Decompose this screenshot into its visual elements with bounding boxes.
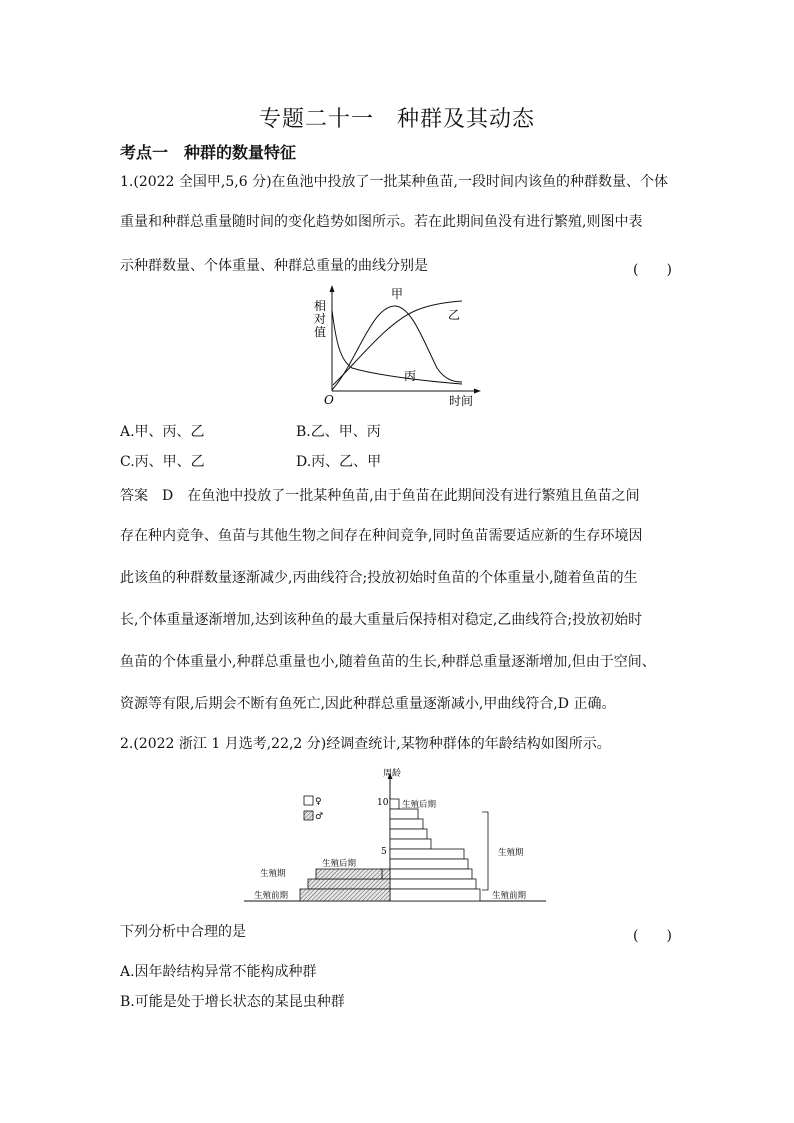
- q1-option-b: B.乙、甲、丙: [296, 424, 381, 440]
- female-label-repro: 生殖期: [498, 848, 524, 858]
- q1-answer-line-3: 此该鱼的种群数量逐渐减少,丙曲线符合;投放初始时鱼苗的个体重量小,随着鱼苗的生: [120, 570, 638, 586]
- female-bar-age-2: [390, 879, 476, 889]
- female-bar-age-9: [390, 809, 418, 819]
- female-bar-age-1: [390, 889, 480, 901]
- q2-question: 下列分析中合理的是: [120, 924, 246, 940]
- legend-female-swatch: [304, 796, 313, 805]
- male-bar-age-3: [382, 869, 390, 879]
- male-bar-age-2: [308, 879, 390, 889]
- section-heading: 考点一 种群的数量特征: [120, 143, 297, 162]
- male-label-repro: 生殖期: [260, 869, 286, 879]
- q1-option-c: C.丙、甲、乙: [120, 454, 205, 470]
- q1-figure: [312, 282, 487, 410]
- q2-tick-10: 10: [377, 798, 389, 808]
- q1-option-a: A.甲、丙、乙: [120, 424, 205, 440]
- female-bar-age-3: [390, 869, 472, 879]
- q2-answer-paren: ( ): [633, 928, 672, 944]
- q1-stem-line-1: 1.(2022 全国甲,5,6 分)在鱼池中投放了一批某种鱼苗,一段时间内该鱼的种群数量、个体: [120, 174, 668, 190]
- curve-yi: [333, 301, 462, 385]
- female-bar-age-10: [390, 799, 399, 809]
- q1-answer-line-5: 鱼苗的个体重量小,种群总重量也小,随着鱼苗的生长,种群总重量逐渐增加,但由于空间、: [120, 654, 656, 670]
- q2-option-a: A.因年龄结构异常不能构成种群: [120, 964, 317, 980]
- q1-stem-line-3: 示种群数量、个体重量、种群总重量的曲线分别是: [120, 258, 428, 274]
- q2-option-b: B.可能是处于增长状态的某昆虫种群: [120, 994, 345, 1010]
- legend-male-swatch: [304, 811, 313, 820]
- q2-figure: [240, 764, 552, 906]
- q1-answer-line-1: 答案 D 在鱼池中投放了一批某种鱼苗,由于鱼苗在此期间没有进行繁殖且鱼苗之间: [120, 488, 640, 504]
- male-label-pre: 生殖前期: [254, 891, 289, 901]
- q1-x-arrow: [474, 389, 481, 394]
- male-label-post: 生殖后期: [322, 859, 357, 869]
- q2-stem-line: 2.(2022 浙江 1 月选考,22,2 分)经调查统计,某物种群体的年龄结构如图所示。: [120, 736, 611, 752]
- female-bar-age-4: [390, 859, 468, 869]
- curve-bing: [332, 310, 462, 384]
- female-bar-age-8: [390, 819, 423, 829]
- q2-ylabel: 周龄: [383, 769, 402, 779]
- curve-label-yi: 乙: [448, 308, 461, 322]
- q1-answer-line-6: 资源等有限,后期会不断有鱼死亡,因此种群总重量逐渐减小,甲曲线符合,D 正确。: [120, 696, 616, 712]
- legend-female-label: ♀: [315, 797, 322, 807]
- male-bar-age-1: [300, 889, 390, 901]
- page-title: 专题二十一 种群及其动态: [258, 107, 535, 132]
- q1-answer-line-2: 存在种内竞争、鱼苗与其他生物之间存在种间竞争,同时鱼苗需要适应新的生存环境因: [120, 528, 643, 544]
- male-bar-age-3b: [316, 869, 382, 879]
- q1-stem-line-2: 重量和种群总重量随时间的变化趋势如图所示。若在此期间鱼没有进行繁殖,则图中表: [120, 214, 643, 230]
- q1-answer-line-4: 长,个体重量逐渐增加,达到该种鱼的最大重量后保持相对稳定,乙曲线符合;投放初始时: [120, 612, 643, 628]
- female-bar-age-6: [390, 839, 431, 849]
- female-bar-age-5: [390, 849, 464, 859]
- q2-tick-5: 5: [381, 847, 387, 857]
- q1-ylabel: 相对值: [313, 299, 327, 339]
- q1-origin: O: [324, 393, 334, 407]
- q1-y-arrow: [330, 285, 335, 292]
- legend-male-label: ♂: [315, 812, 324, 822]
- q1-option-d: D.丙、乙、甲: [296, 454, 382, 470]
- curve-label-bing: 丙: [404, 369, 417, 383]
- female-bar-age-7: [390, 829, 427, 839]
- female-label-post: 生殖后期: [402, 800, 437, 810]
- q1-xlabel: 时间: [449, 394, 474, 408]
- right-bracket: [482, 812, 488, 890]
- curve-label-jia: 甲: [391, 287, 404, 301]
- q1-answer-paren: ( ): [633, 262, 672, 278]
- female-label-pre: 生殖前期: [492, 891, 527, 901]
